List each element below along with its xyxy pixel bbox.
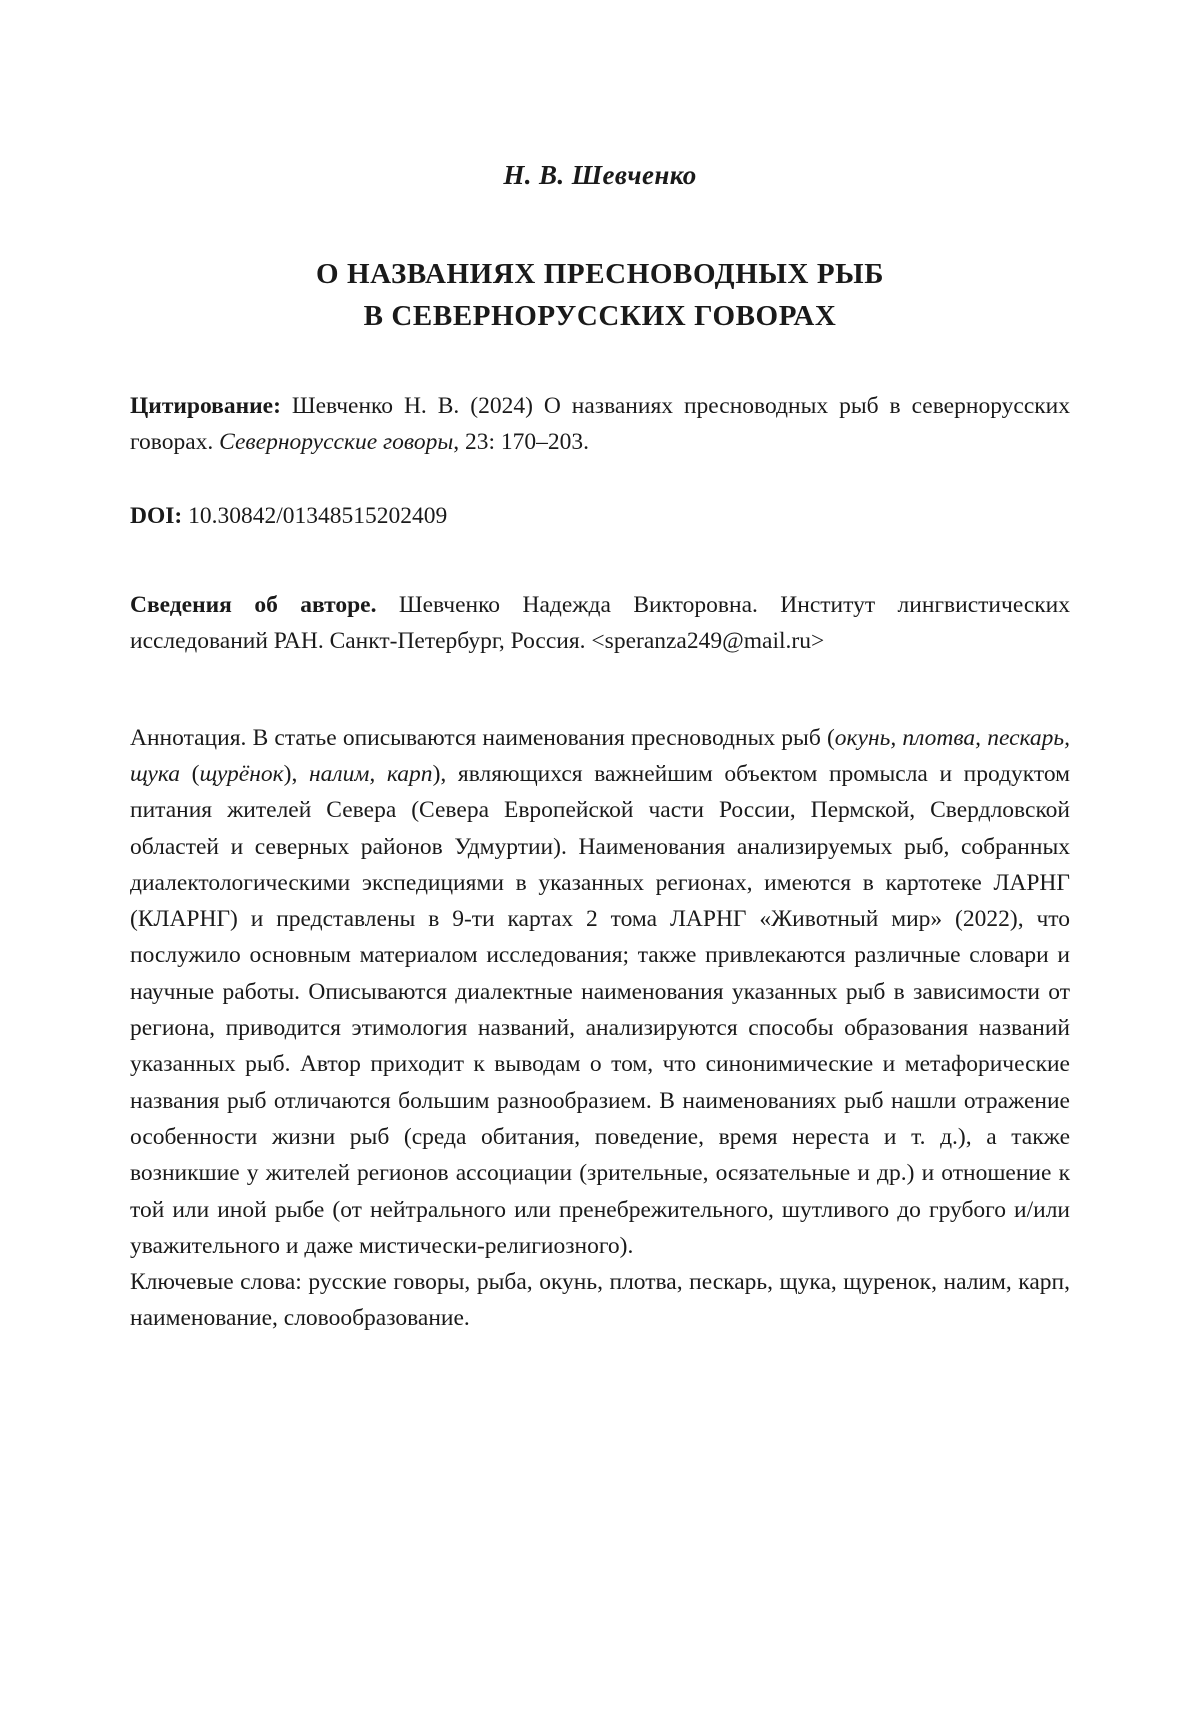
doi-value: 10.30842/01348515202409 (182, 502, 448, 529)
citation-label: Цитирование: (130, 393, 281, 420)
doi-block (130, 499, 1070, 535)
author-info-block (130, 588, 1070, 659)
abstract-block (130, 720, 1070, 1264)
abstract-italic-1: окунь, плотва, пескарь, щука (130, 724, 1070, 787)
author-name: Н. В. Шевченко (503, 160, 697, 190)
spacer (130, 686, 1070, 720)
keywords-text: русские говоры, рыба, окунь, плотва, пескарь, щука, щуренок, налим, карп, наименование, словообразование. (130, 1269, 1070, 1332)
citation-text-2: , 23: 170–203. (453, 428, 590, 455)
author-info-text: Шевченко Надежда Викторовна. Институт лингвистических исследований РАН. Санкт-Петербург, Россия. <speranza249@mail.ru> (130, 592, 1071, 654)
doi-label: DOI: (130, 502, 183, 529)
title-line-2: В СЕВЕРНОРУССКИХ ГОВОРАХ (363, 300, 837, 333)
keywords-block (130, 1264, 1070, 1337)
citation-text-1: Шевченко Н. В. (2024) О названиях пресноводных рыб в севернорусских говорах. (130, 393, 1070, 455)
author-info-label: Сведения об авторе. (130, 592, 377, 619)
abstract-label: Аннотация. (130, 724, 247, 751)
abstract-italic-3: налим, карп (308, 760, 433, 787)
abstract-italic-2: щурёнок (199, 760, 284, 787)
citation-journal: Севернорусские говоры (219, 428, 454, 455)
title-line-1: О НАЗВАНИЯХ ПРЕСНОВОДНЫХ РЫБ (315, 258, 885, 290)
abstract-part-1: В статье описываются наименования пресноводных рыб ( (246, 724, 835, 751)
abstract-part-4: ), являющихся важнейшим объектом промысла и продуктом питания жителей Севера (Севера Европейской части России, Пермской, Свердловской областей и северных районов Удмуртии). Наименования анализируемых рыб, собранных диалектологическими экспедициями в указанных регионах, имеются в картотеке ЛАРНГ (КЛАРНГ) и представлены в 9-ти картах 2 тома ЛАРНГ «Животный мир» (2022), что послужило основным материалом исследования; также привлекаются различные словари и научные работы. Описываются диалектные наименования указанных рыб в зависимости от региона, приводится этимология названий, анализируются способы образования названий указанных рыб. Автор приходит к выводам о том, что синонимические и метафорические названия рыб отличаются большим разнообразием. В наименованиях рыб нашли отражение особенности жизни рыб (среда обитания, поведение, время нереста и т. д.), а также возникшие у жителей регионов ассоциации (зрительные, осязательные и др.) и отношение к той или иной рыбе (от нейтрального или пренебрежительного, шутливого до грубого и/или уважительного и даже мистически-религиозного). (130, 760, 1071, 1259)
keywords-label: Ключевые слова: (130, 1269, 302, 1296)
abstract-part-2: ( (180, 760, 200, 787)
citation-block (130, 389, 1070, 460)
page-title (130, 253, 1070, 337)
spacer (130, 487, 1070, 499)
spacer (130, 560, 1070, 588)
abstract-part-3: ), (283, 760, 309, 787)
